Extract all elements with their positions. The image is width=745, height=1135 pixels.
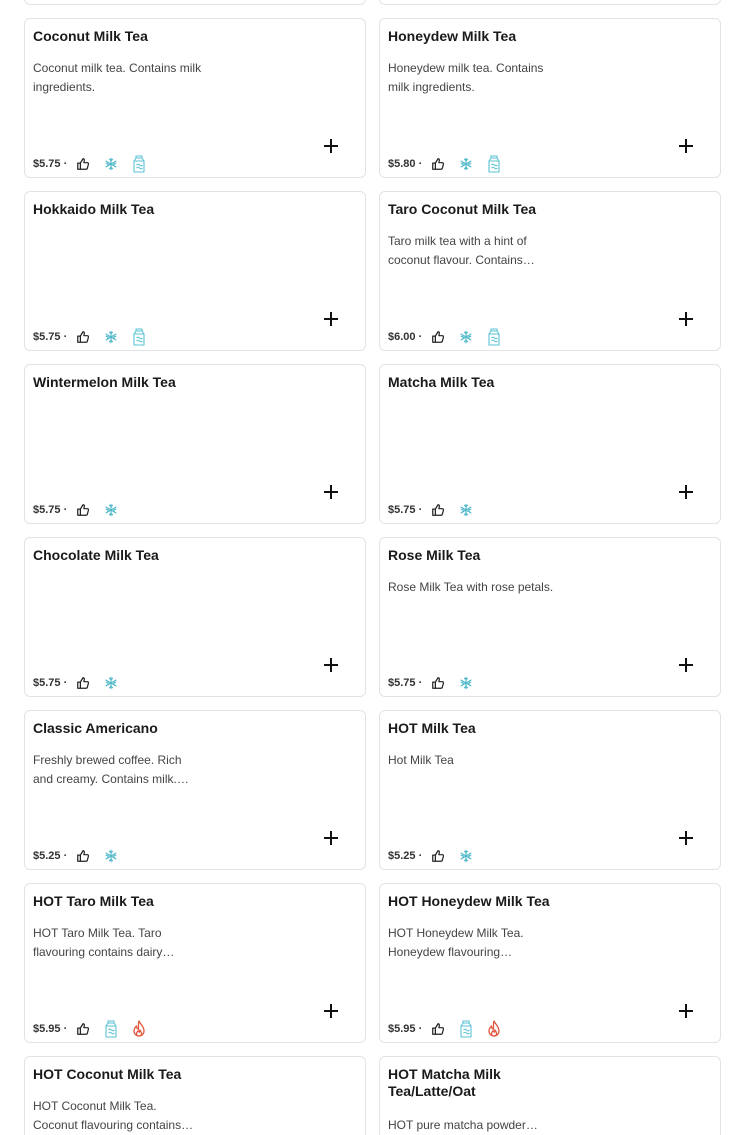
add-to-cart-button[interactable] [676, 482, 696, 502]
snowflake-icon [101, 0, 121, 1]
thumbs-up-icon[interactable] [73, 673, 93, 693]
plus-icon [678, 657, 694, 673]
thumbs-up-icon[interactable] [73, 0, 93, 1]
thumbs-up-icon[interactable] [428, 846, 448, 866]
menu-item-price: $5.75 · [33, 158, 68, 170]
add-to-cart-button[interactable] [676, 136, 696, 156]
menu-item-footer [388, 673, 484, 693]
menu-item-name: Taro Coconut Milk Tea [388, 201, 537, 217]
menu-item-price: $5.25 · [388, 850, 423, 862]
menu-item-card[interactable] [24, 191, 366, 351]
menu-item-name: HOT Honeydew Milk Tea [388, 893, 550, 909]
plus-icon [323, 657, 339, 673]
plus-icon [678, 138, 694, 154]
menu-item-price: $5.25 · [33, 850, 68, 862]
menu-item-name: HOT Milk Tea [388, 720, 476, 736]
plus-icon [323, 484, 339, 500]
menu-item-card[interactable] [379, 1056, 721, 1135]
menu-item-card[interactable] [24, 1056, 366, 1135]
menu-item-card[interactable] [24, 537, 366, 697]
menu-item-footer [33, 846, 129, 866]
thumbs-up-icon[interactable] [428, 154, 448, 174]
plus-icon [323, 830, 339, 846]
thumbs-up-icon[interactable] [428, 1019, 448, 1039]
menu-item-card[interactable] [379, 18, 721, 178]
plus-icon [323, 1003, 339, 1019]
menu-item-description: Freshly brewed coffee. Rich and creamy. Contains milk.… [33, 753, 189, 786]
thumbs-up-icon[interactable] [73, 500, 93, 520]
menu-item-description: HOT Honeydew Milk Tea. Honeydew flavouring… [388, 926, 524, 959]
menu-item-card[interactable] [24, 710, 366, 870]
menu-item-price: $5.75 · [33, 331, 68, 343]
menu-item-description: Rose Milk Tea with rose petals. [388, 580, 554, 594]
thumbs-up-icon[interactable] [428, 673, 448, 693]
menu-item-card[interactable] [24, 0, 366, 5]
menu-item-name: Matcha Milk Tea [388, 374, 495, 390]
menu-item-description: Honeydew milk tea. Contains milk ingredients. [388, 61, 544, 94]
plus-icon [678, 311, 694, 327]
menu-item-name: Chocolate Milk Tea [33, 547, 159, 563]
milk-carton-icon [484, 154, 504, 174]
menu-item-card[interactable] [379, 710, 721, 870]
menu-item-price: $5.80 · [388, 158, 423, 170]
menu-item-footer [33, 673, 129, 693]
snowflake-icon [456, 0, 476, 1]
add-to-cart-button[interactable] [676, 1001, 696, 1021]
snowflake-icon [101, 846, 121, 866]
menu-item-price: $6.00 · [388, 331, 423, 343]
snowflake-icon [101, 673, 121, 693]
menu-item-description: HOT Taro Milk Tea. Taro flavouring contains dairy… [33, 926, 175, 959]
add-to-cart-button[interactable] [676, 309, 696, 329]
menu-item-card[interactable] [24, 364, 366, 524]
menu-item-name: HOT Matcha Milk Tea/Latte/Oat [388, 1066, 501, 1099]
menu-item-card[interactable] [379, 0, 721, 5]
menu-item-card[interactable] [24, 18, 366, 178]
menu-item-card[interactable] [379, 883, 721, 1043]
menu-item-footer [388, 0, 540, 1]
add-to-cart-button[interactable] [321, 828, 341, 848]
add-to-cart-button[interactable] [676, 828, 696, 848]
snowflake-icon [456, 154, 476, 174]
thumbs-up-icon[interactable] [428, 327, 448, 347]
plus-icon [678, 1003, 694, 1019]
menu-item-footer [388, 154, 512, 174]
add-to-cart-button[interactable] [676, 655, 696, 675]
milk-carton-icon [129, 154, 149, 174]
thumbs-up-icon[interactable] [73, 846, 93, 866]
menu-item-card[interactable] [379, 537, 721, 697]
menu-item-name: Honeydew Milk Tea [388, 28, 517, 44]
add-to-cart-button[interactable] [321, 1001, 341, 1021]
menu-item-footer [388, 846, 484, 866]
menu-item-footer [388, 1019, 512, 1039]
menu-item-name: Coconut Milk Tea [33, 28, 148, 44]
plus-icon [678, 830, 694, 846]
menu-item-card[interactable] [379, 364, 721, 524]
add-to-cart-button[interactable] [321, 482, 341, 502]
add-to-cart-button[interactable] [321, 655, 341, 675]
plus-icon [323, 311, 339, 327]
menu-item-price: $5.75 · [388, 504, 423, 516]
menu-item-footer [33, 327, 157, 347]
menu-item-card[interactable] [379, 191, 721, 351]
menu-item-name: Wintermelon Milk Tea [33, 374, 176, 390]
menu-item-name: HOT Taro Milk Tea [33, 893, 154, 909]
thumbs-up-icon[interactable] [73, 154, 93, 174]
plus-icon [323, 138, 339, 154]
milk-carton-icon [456, 1019, 476, 1039]
menu-item-footer [388, 327, 512, 347]
menu-item-description: Coconut milk tea. Contains milk ingredients. [33, 61, 202, 94]
snowflake-icon [456, 500, 476, 520]
menu-item-footer [33, 154, 157, 174]
menu-item-footer [33, 1019, 157, 1039]
add-to-cart-button[interactable] [321, 136, 341, 156]
milk-carton-icon [101, 1019, 121, 1039]
thumbs-up-icon[interactable] [73, 327, 93, 347]
menu-item-description: HOT Coconut Milk Tea. Coconut flavouring contains… [33, 1099, 194, 1132]
menu-item-price: $5.95 · [388, 1023, 423, 1035]
plus-icon [678, 484, 694, 500]
menu-item-description: HOT pure matcha powder… [388, 1118, 538, 1132]
snowflake-icon [456, 846, 476, 866]
menu-item-name: Rose Milk Tea [388, 547, 481, 563]
snowflake-icon [101, 327, 121, 347]
menu-item-name: Classic Americano [33, 720, 158, 736]
pearl-icon [512, 0, 532, 1]
snowflake-icon [101, 500, 121, 520]
milk-carton-icon [484, 0, 504, 1]
menu-item-price: $5.95 · [33, 1023, 68, 1035]
menu-item-description: Taro milk tea with a hint of coconut flavour. Contains… [388, 234, 535, 267]
flame-icon [484, 1019, 504, 1039]
menu-item-footer [33, 500, 129, 520]
thumbs-up-icon[interactable] [428, 0, 448, 1]
menu-item-price: $5.75 · [388, 677, 423, 689]
menu-item-price: $5.75 · [33, 677, 68, 689]
menu-item-footer [33, 0, 129, 1]
menu-item-name: Hokkaido Milk Tea [33, 201, 155, 217]
snowflake-icon [456, 673, 476, 693]
menu-item-card[interactable] [24, 883, 366, 1043]
snowflake-icon [101, 154, 121, 174]
milk-carton-icon [484, 327, 504, 347]
thumbs-up-icon[interactable] [73, 1019, 93, 1039]
menu-item-footer [388, 500, 484, 520]
flame-icon [129, 1019, 149, 1039]
add-to-cart-button[interactable] [321, 309, 341, 329]
milk-carton-icon [129, 327, 149, 347]
menu-item-description: Hot Milk Tea [388, 753, 454, 767]
menu-item-price: $5.75 · [33, 504, 68, 516]
thumbs-up-icon[interactable] [428, 500, 448, 520]
snowflake-icon [456, 327, 476, 347]
menu-item-name: HOT Coconut Milk Tea [33, 1066, 182, 1082]
